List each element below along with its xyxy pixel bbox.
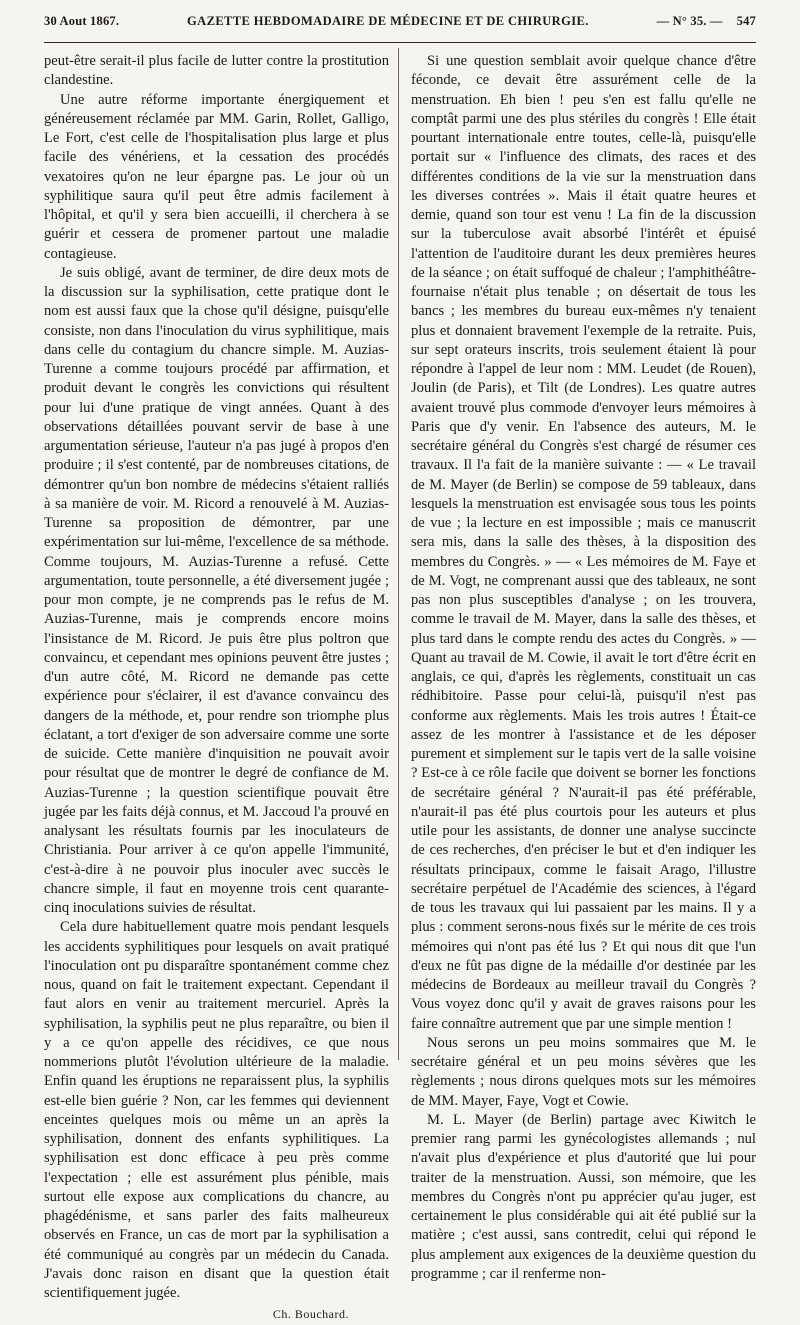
paragraph: Si une question semblait avoir quelque chance d'être féconde, ce devait être assurément celle de la menstruation. Eh bien ! peu s'en est fallu qu'elle ne comptât parmi une des plus stériles du congrès ! Elle était pourtant internationale entre toutes, celle-là, puisqu'elle portait sur « l'influence des climats, des races et des différentes conditions de la vie sur la menstruation dans les diverses contrées ». Mais il était quatre heures et demie, quand son tour est venu ! La fin de la discussion sur la tuberculose avait absorbé l'intérêt et épuisé l'attention de l'auditoire durant les deux premières heures de la séance ; on était suffoqué de chaleur ; l'amphithéâtre-fournaise n'était plus tenable ; on désertait de tous les bancs ; les membres du bureau eux-mêmes n'y tenaient plus et donnaient bravement l'exemple de la retraite. Puis, sur sept orateurs inscrits, trois seulement étaient là pour répondre à l'appel de leur nom : MM. Leudet (de Rouen), Joulin (de Paris), et Tilt (de Londres). Les quatre autres avaient trouvé plus commode d'envoyer leurs mémoires à Paris que d'y venir. En l'absence des auteurs, M. le secrétaire général du Congrès s'est chargé de résumer ces travaux. Il l'a fait de la manière suivante : — « Le travail de M. Mayer (de Berlin) se compose de 59 tableaux, dans lesquels la menstruation est envisagée sous tous les points de vue ; la lecture en est impossible ; mais ce manuscrit sera mis, dans la salle des thèses, à la disposition des membres du Congrès. » — « Les mémoires de M. Faye et de M. Vogt, ne comprenant aussi que des tableaux, ne sont pas non plus susceptibles d'analyse ; on les trouvera, comme le travail de M. Mayer, dans la salle des thèses, et plus tard dans le compte rendu des actes du Congrès. » — Quant au travail de M. Cowie, il avait le tort d'être écrit en anglais, ce qui, d'après les règlements, constituait un cas rédhibitoire. Passe pour celui-là, puisqu'il n'est pas conforme aux règlements. Mais les trois autres ! Était-ce assez de les montrer à l'assistance et de les déposer purement et simplement sur le tapis vert de la salle voisine ? Est-ce à ce rôle facile que doivent se borner les fonctions de secrétaire général ? N'aurait-il pas été préférable, n'aurait-il pas été plus courtois pour les auteurs et plus utile pour les assistants, de donner une analyse succincte de ces recherches, d'en préciser le but et d'en indiquer les résultats principaux, comme le faisait Arago, l'illustre secrétaire perpétuel de l'Académie des sciences, à l'égard de tous les travaux qui lui passaient par les mains. Il y a plus : comment serons-nous fixés sur le mérite de ces trois mémoires qui n'ont pas été lus ? Et qui nous dit que l'un d'eux ne fût pas digne de la médaille d'or destinée par les médecins de Bordeaux au meilleur travail du Congrès ? Vous voyez donc qu'il y avait de graves raisons pour les faire connaître autrement que par une simple mention !	[411, 53, 756, 1032]
paragraph: Une autre réforme importante énergiquement et généreusement réclamée par MM. Garin, Rollet, Galligo, Le Fort, c'est celle de l'hospitalisation plus large et plus facile des vénériens, et la cessation des procédés vexatoires qu'on ne leur épargne pas. Le jour où un syphilitique saura qu'il peut être admis facilement à l'hôpital, et qu'il y sera bien accueilli, il cherchera à se guérir et cessera de promener partout une maladie contagieuse.	[44, 91, 389, 262]
issue-date: 30 Aout 1867.	[44, 13, 120, 28]
column-divider	[398, 48, 399, 1060]
right-column	[411, 52, 756, 1284]
page-header	[44, 0, 756, 43]
page-number: 547	[736, 13, 756, 28]
journal-title: GAZETTE HEBDOMADAIRE DE MÉDECINE ET DE CHIRURGIE.	[187, 13, 589, 28]
paragraph: Je suis obligé, avant de terminer, de dire deux mots de la discussion sur la syphilisation, cette pratique dont le nom est aussi faux que la chose qu'il désigne, puisqu'elle consiste, non dans l'inoculation du virus syphilitique, mais dans celle du contagium du chancre simple. M. Auzias-Turenne a comme toujours procédé par affirmation, et produit devant le congrès les convictions qui résultent pour lui d'une pratique de vingt années. Quant à des observations détaillées pouvant servir de base à une argumentation sérieuse, l'auteur n'a pas jugé à propos d'en produire ; il s'est contenté, par de nombreuses citations, de démontrer qu'un bon nombre de médecins s'étaient ralliés à sa manière de voir. M. Ricord a renouvelé à M. Auzias-Turenne sa proposition de démontrer, par une expérimentation sur lui-même, l'excellence de sa méthode. Comme toujours, M. Auzias-Turenne a refusé. Cette argumentation, toute personnelle, a été diversement jugée ; pour mon compte, je ne comprends pas le refus de M. Auzias-Turenne, mais je comprends encore moins l'insistance de M. Ricord. Je puis être plus poltron que convaincu, et cependant mes opinions peuvent être justes ; d'un autre côté, M. Ricord ne demande pas cette expérience pour s'éclairer, il est d'avance convaincu des dangers de la méthode, et, pour rendre son triomphe plus éclatant, a tort d'exiger de son adversaire comme une sorte de suicide. Cette manière d'inquisition ne pouvait avoir pour résultat que de montrer le degré de confiance de M. Auzias-Turenne ; la question scientifique pouvait être jugée par les faits déjà connus, et M. Jaccoud l'a prouvé en analysant les résultats fournis par les inoculateurs de Christiania. Pour arriver à ce qu'on appelle l'immunité, c'est-à-dire à ne pouvoir plus inoculer avec succès le chancre simple, il faut en moyenne trois cent quarante-cinq inoculations suivies de résultat.	[44, 264, 389, 916]
issue-number: — N° 35. —	[656, 13, 723, 28]
paragraph: peut-être serait-il plus facile de lutter contre la prostitution clandestine.	[44, 53, 389, 89]
author-signature: Ch. Bouchard.	[272, 1307, 349, 1322]
paragraph: Cela dure habituellement quatre mois pendant lesquels les accidents syphilitiques pour lesquels on avait pratiqué l'inoculation ont pu disparaître spontanément comme chez nous, quand on fait le traitement expectant. Cependant il faut alors en venir au traitement mercuriel. Après la syphilisation, la syphilis peut ne plus reparaître, ou bien il y a ce qu'on appelle des récidives, ce que nous nommerions plutôt l'évolution ultérieure de la maladie. Enfin quand les éruptions ne reparaissent plus, la syphilis est-elle bien guérie ? Non, car les femmes qui deviennent enceintes quelques mois ou même un an après la syphilisation, donnent des enfants syphilitiques. La syphilisation est donc efficace à peu près comme l'expectation ; elle est assurément plus pénible, mais surtout elle expose aux complications du chancre, au phagédénisme, et sans parler des faits malheureux observés en France, un cas de mort par la syphilisation a été communiqué au congrès par un médecin du Canada. J'avais donc raison en disant que la question était scientifiquement jugée.	[44, 919, 389, 1301]
paragraph: M. L. Mayer (de Berlin) partage avec Kiwitch le premier rang parmi les gynécologistes allemands ; nul n'avait plus d'expérience et plus d'autorité que lui pour traiter de la menstruation. Aussi, son mémoire, que les membres du Congrès n'ont pu apprécier qu'au juger, est certainement le plus considérable qui ait été publié sur la matière ; c'est aussi, sans contredit, celui qui répond le plus amplement aux exigences de la deuxième question du programme ; car il renferme non-	[411, 1111, 756, 1282]
paragraph: Nous serons un peu moins sommaires que M. le secrétaire général et un peu moins sévères que les règlements ; nous dirons quelques mots sur les mémoires de MM. Mayer, Faye, Vogt et Cowie.	[411, 1034, 756, 1109]
left-column	[44, 52, 389, 1325]
issue-and-page	[657, 14, 756, 29]
